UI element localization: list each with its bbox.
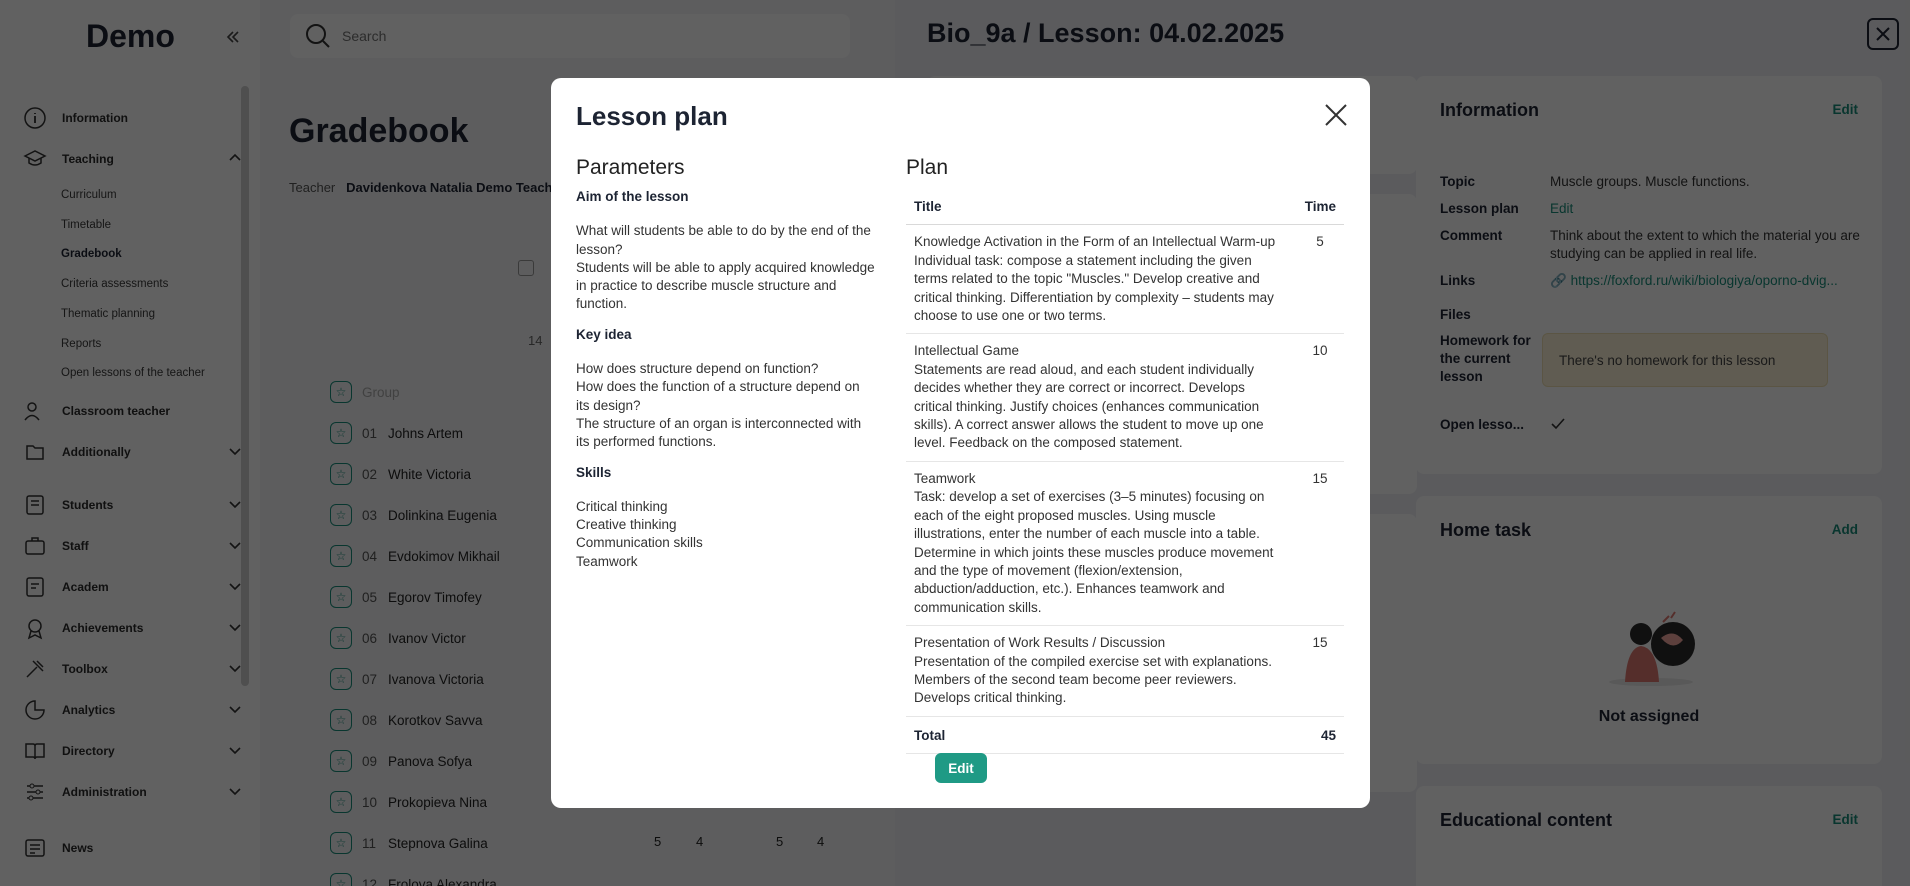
plan-row-description: Presentation of the compiled exercise set with explanations. Members of the second team become peer reviewers. Develops critical thinking. (914, 653, 1272, 706)
skill-item: Teamwork (576, 553, 638, 569)
skills-heading: Skills (576, 464, 612, 480)
plan-row-time: 15 (1284, 461, 1344, 625)
plan-row-description: Statements are read aloud, and each student individually decides whether they are correct or incorrect. Develops critical thinking. Justify choices (enhances communication skills). A correct answer allows the student to move up one level. Feedback on the composed statement. (914, 361, 1264, 451)
lesson-plan-edit-button[interactable]: Edit (935, 753, 987, 783)
aim-heading: Aim of the lesson (576, 189, 689, 204)
aim-block (576, 222, 876, 313)
plan-row-title: Presentation of Work Results / Discussion (914, 635, 1166, 651)
plan-row-description: Individual task: compose a statement including the given terms related to the topic "Muscles." Develop creative and critical thinking. Differentiation by complexity – students may choose to use one or two terms. (914, 252, 1274, 324)
parameters-title: Parameters (576, 156, 685, 179)
plan-table (906, 190, 1344, 754)
close-icon (1324, 103, 1348, 127)
skills-block (576, 498, 876, 571)
aim-answer: Students will be able to apply acquired knowledge in practice to describe muscle structure and function. (576, 259, 875, 312)
total-time: 45 (1284, 716, 1344, 753)
aim-question: What will students be able to do by the end of the lesson? (576, 223, 871, 257)
plan-row (906, 461, 1344, 625)
plan-table-header (906, 190, 1344, 225)
lesson-plan-modal (551, 78, 1370, 808)
skill-item: Creative thinking (576, 517, 677, 533)
plan-row-time: 10 (1284, 334, 1344, 461)
plan-row-content (906, 461, 1284, 625)
plan-row (906, 626, 1344, 717)
plan-row-title: Intellectual Game (914, 343, 1020, 359)
plan-row-content (906, 334, 1284, 461)
plan-total-row (906, 716, 1344, 753)
total-label: Total (906, 716, 1284, 753)
key-idea-line: How does structure depend on function? (576, 361, 819, 377)
plan-row (906, 334, 1344, 461)
plan-title: Plan (906, 156, 949, 179)
plan-table-body (906, 225, 1344, 754)
key-idea-line: The structure of an organ is interconnected with its performed functions. (576, 415, 862, 450)
modal-title: Lesson plan (576, 101, 728, 131)
plan-row-title: Knowledge Activation in the Form of an Intellectual Warm-up (914, 234, 1276, 250)
plan-row-time: 15 (1284, 626, 1344, 717)
modal-close-button[interactable] (1321, 100, 1351, 130)
plan-row-title: Teamwork (914, 470, 976, 486)
skill-item: Communication skills (576, 535, 703, 551)
key-idea-line: How does the function of a structure depend on its design? (576, 379, 860, 413)
key-idea-heading: Key idea (576, 326, 632, 342)
key-idea-block (576, 360, 876, 451)
title-column-header: Title (906, 190, 1284, 225)
parameters-section (576, 188, 876, 579)
plan-row-description: Task: develop a set of exercises (3–5 minutes) focusing on each of the eight proposed muscles. Using muscle illustrations, enter the number of each muscle into a table. Determine in which joints these muscles produce movement and the type of movement (flexion/extension, abduction/adduction, etc.). Enhances teamwork and communication skills. (914, 489, 1274, 615)
plan-row-time: 5 (1284, 225, 1344, 334)
plan-row-content (906, 626, 1284, 717)
plan-row-content (906, 225, 1284, 334)
skill-item: Critical thinking (576, 498, 668, 514)
plan-row (906, 225, 1344, 334)
time-column-header: Time (1284, 190, 1344, 225)
